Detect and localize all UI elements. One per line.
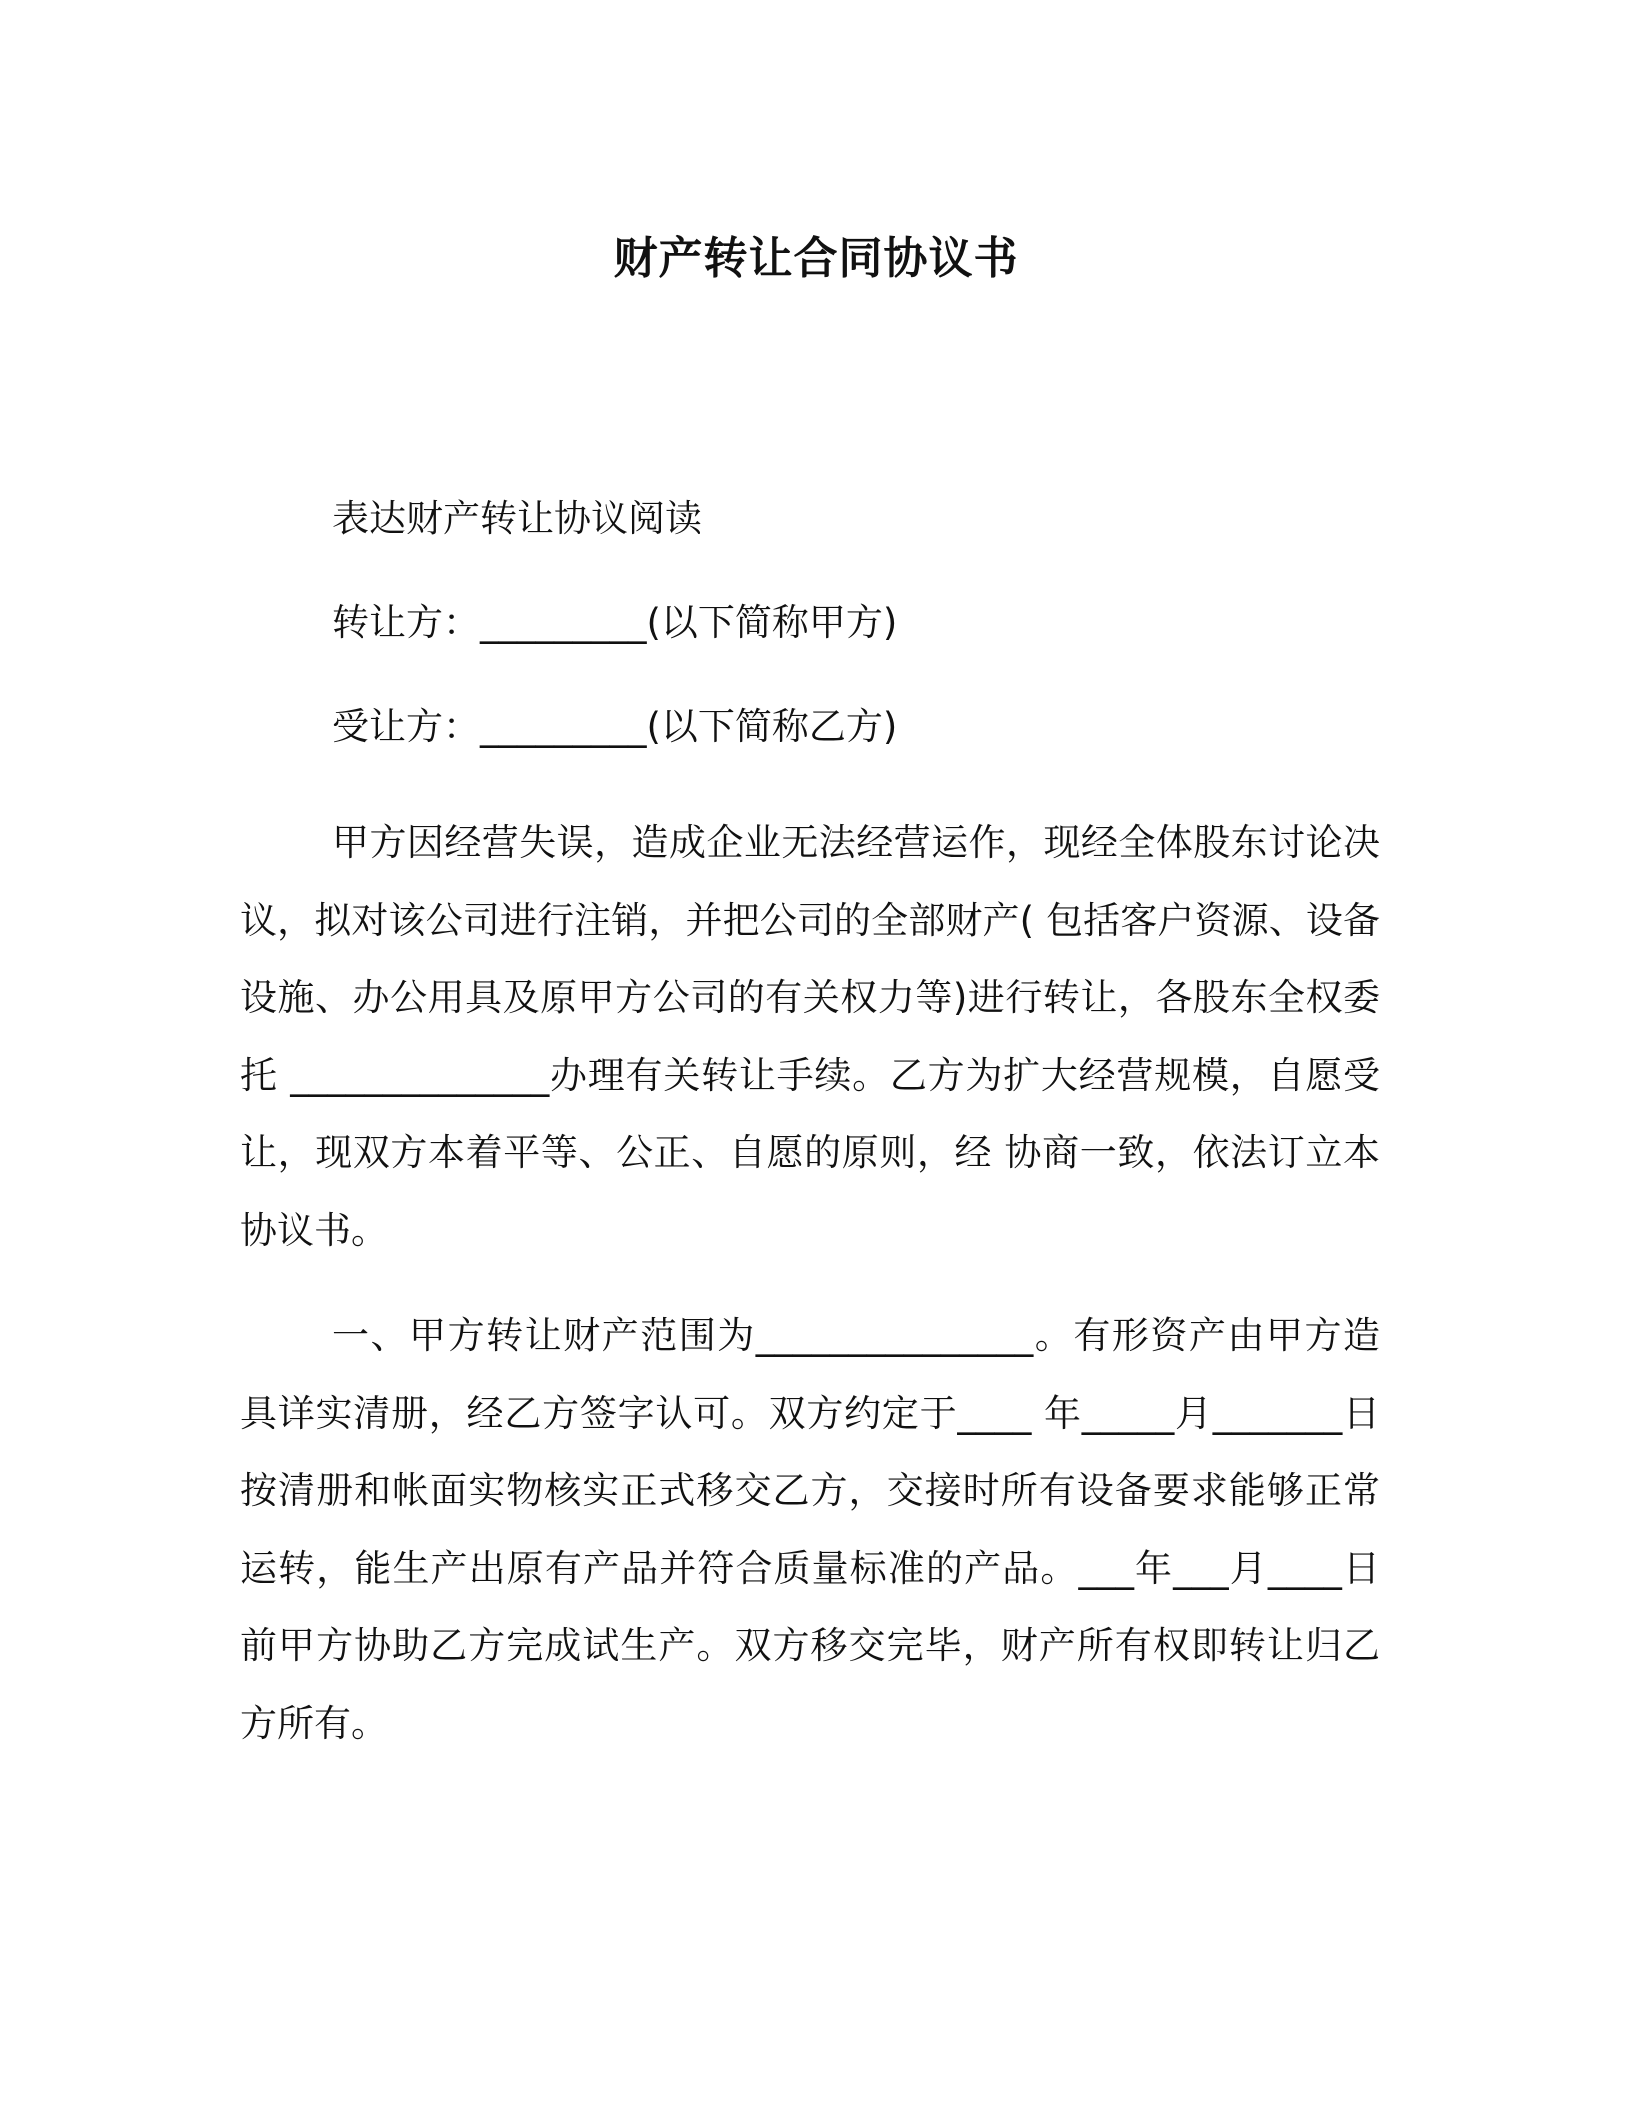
paragraph-background: 甲方因经营失误，造成企业无法经营运作，现经全体股东讨论决议，拟对该公司进行注销，并把公司的全部财产( 包括客户资源、设备设施、办公用具及原甲方公司的有关权力等)进行转让，各股东全权委托 ______________办理有关转让手续。乙方为扩大经营规模，自愿受让，现双方本着平等、公正、自愿的原则，经 协商一致，依法订立本协议书。: [240, 821, 1380, 1252]
paragraph-clause-1: 一、甲方转让财产范围为_______________。有形资产由甲方造具详实清册，经乙方签字认可。双方约定于____ 年_____月_______日按清册和帐面实物核实正式移交乙方，交接时所有设备要求能够正常运转，能生产出原有产品并符合质量标准的产品。___年___月____日前甲方协助乙方完成试生产。双方移交完毕，财产所有权即转让归乙方所有。: [240, 1314, 1380, 1745]
document-body: [240, 492, 1380, 1790]
transferor-line: 转让方：_________(以下简称甲方): [332, 601, 898, 644]
transferee-line: 受让方：_________(以下简称乙方): [332, 705, 898, 748]
intro-line: 表达财产转让协议阅读: [332, 497, 702, 540]
document-title: 财产转让合同协议书: [613, 233, 1019, 284]
